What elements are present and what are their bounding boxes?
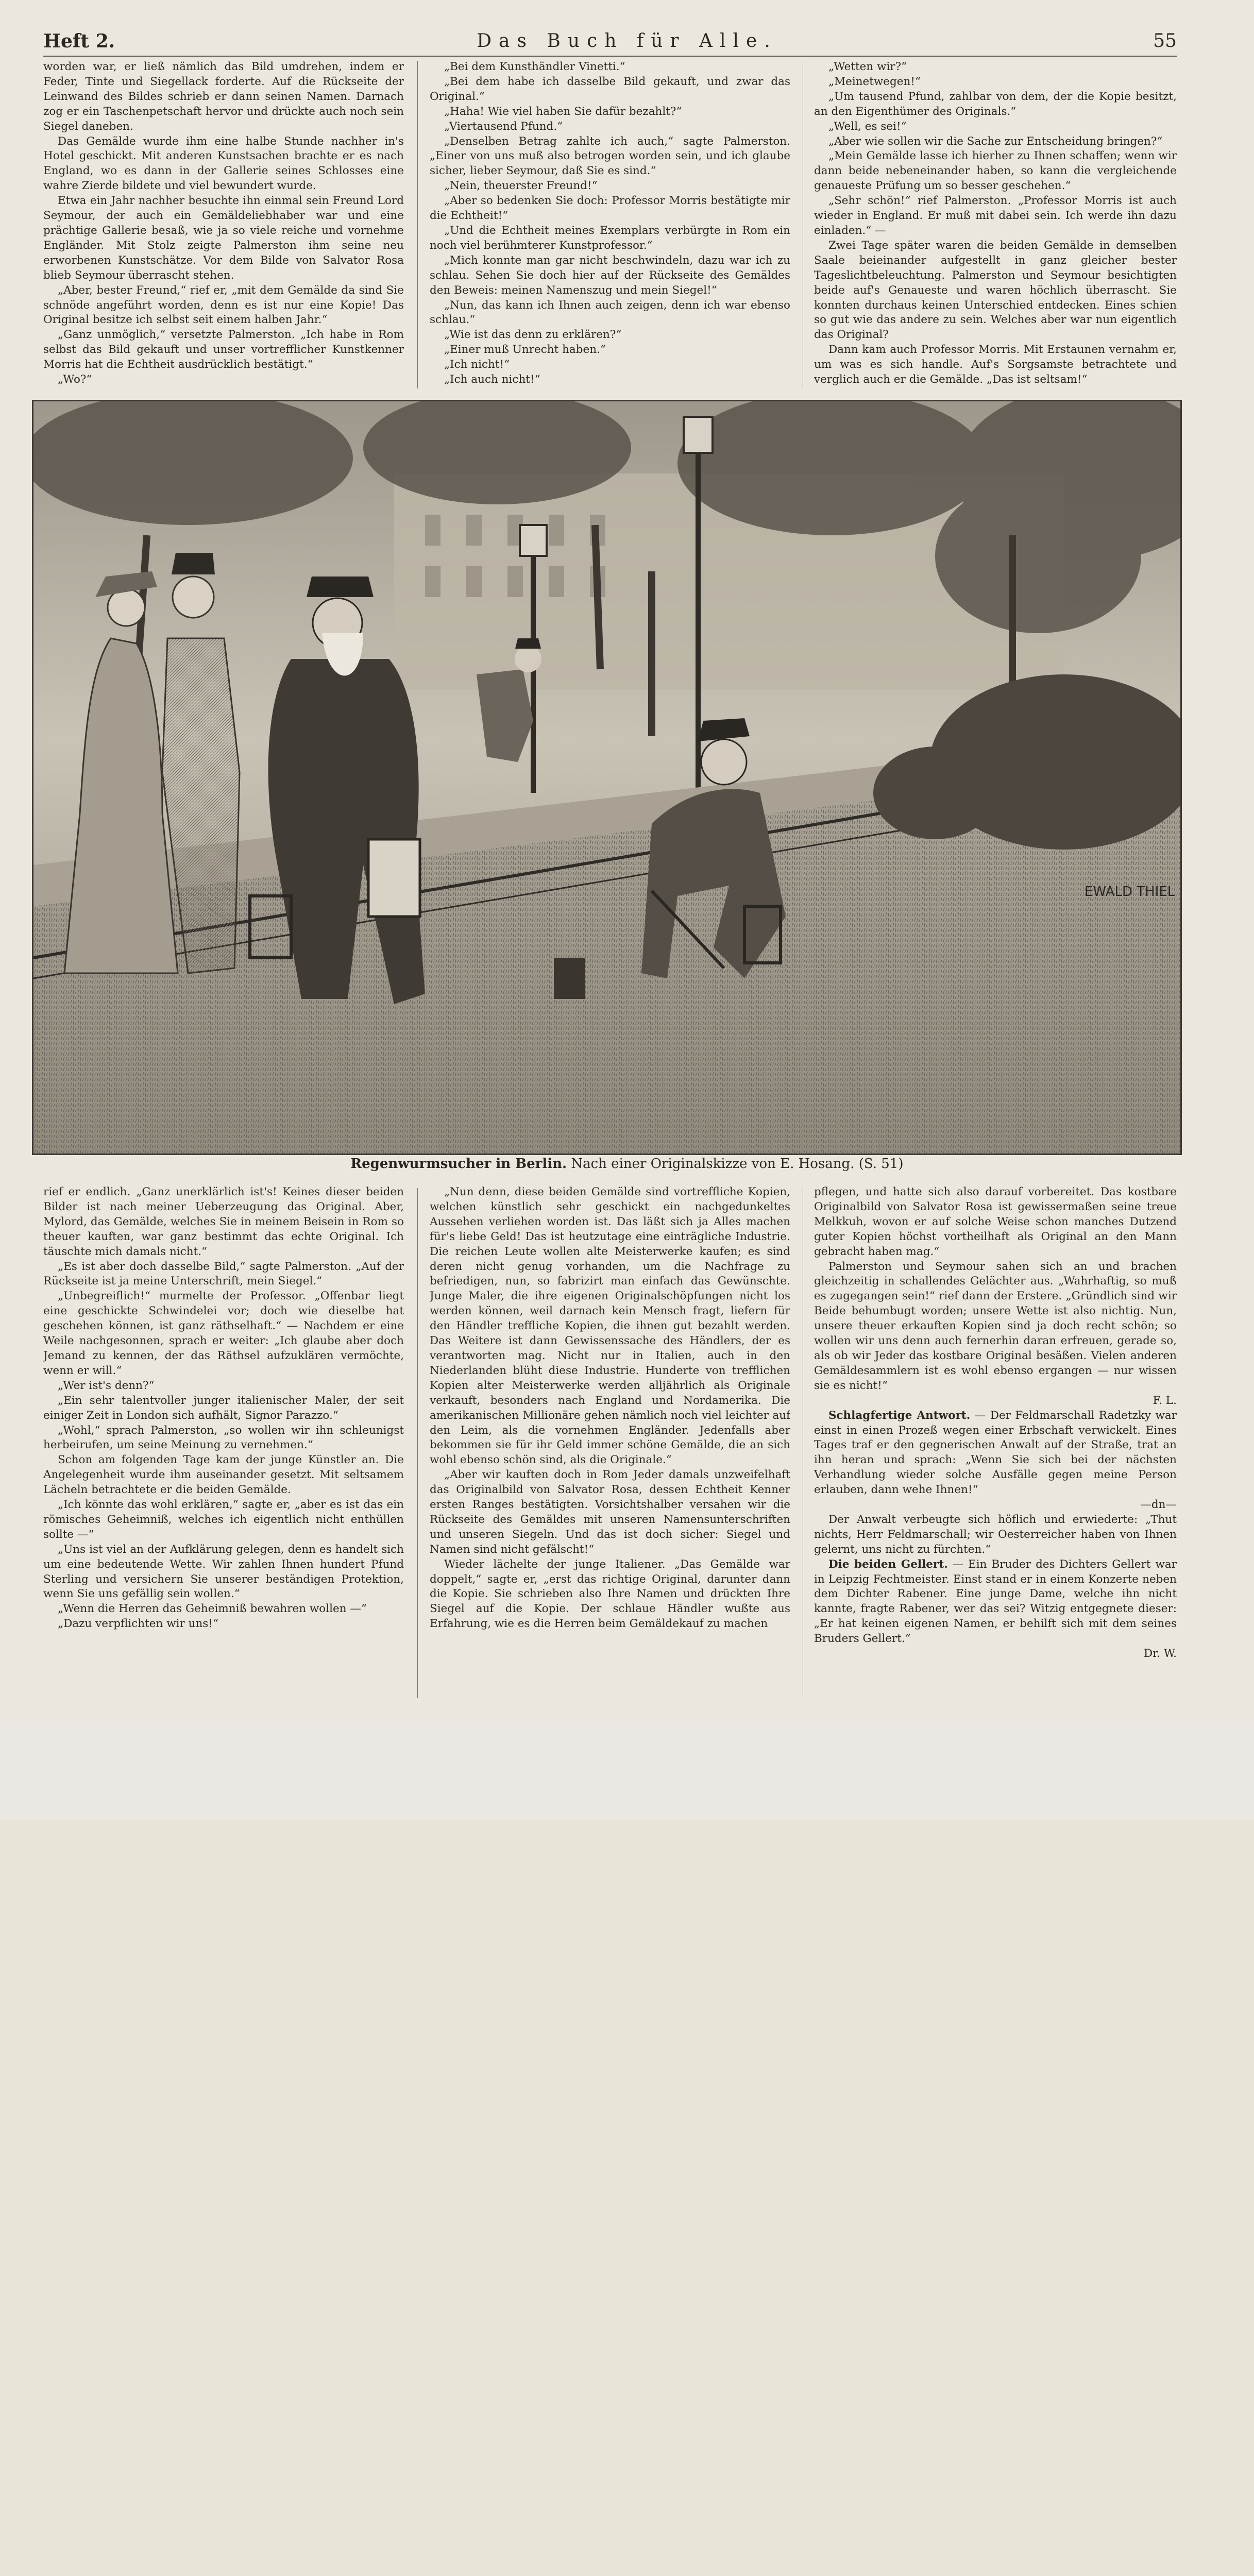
text-paragraph: [430, 60, 790, 75]
bottom-column-1: [43, 1185, 404, 1700]
text-paragraph: [430, 358, 790, 372]
text-paragraph: [814, 134, 1177, 149]
paragraph-text: „Wie ist das denn zu erklären?“: [444, 328, 622, 342]
top-column-1: [43, 60, 404, 389]
column-divider: [417, 61, 418, 388]
paragraph-text: „Viertausend Pfund.“: [444, 120, 563, 133]
bottom-column-3: [814, 1185, 1177, 1700]
text-paragraph: [814, 239, 1177, 343]
paragraph-heading: Die beiden Gellert.: [828, 1557, 948, 1571]
artist-signature: EWALD THIEL: [1084, 884, 1175, 900]
text-paragraph: [43, 1498, 404, 1543]
text-paragraph: [43, 1185, 404, 1260]
caption-credit: Nach einer Originalskizze von E. Hosang. (S. 51): [567, 1156, 904, 1172]
paragraph-text: „Um tausend Pfund, zahlbar von dem, der die Kopie besitzt, an den Eigenthümer des Originals.“: [814, 90, 1177, 118]
paragraph-heading: Schlagfertige Antwort.: [828, 1409, 971, 1422]
paragraph-text: „Meinetwegen!“: [828, 75, 921, 88]
text-paragraph: [43, 194, 404, 283]
text-paragraph: [43, 1453, 404, 1498]
author-signature: F. L.: [1153, 1394, 1177, 1407]
paragraph-text: „Einer muß Unrecht haben.“: [444, 343, 606, 357]
column-divider: [417, 1188, 418, 1698]
text-paragraph: [43, 1394, 404, 1423]
paragraph-text: „Es ist aber doch dasselbe Bild,“ sagte Palmerston. „Auf der Rückseite ist ja meine Unterschrift, mein Siegel.“: [43, 1260, 404, 1288]
paragraph-text: „Haha! Wie viel haben Sie dafür bezahlt?“: [444, 105, 682, 118]
paragraph-text: „Wer ist's denn?“: [57, 1379, 155, 1392]
paragraph-text: „Ein sehr talentvoller junger italienischer Maler, der seit einiger Zeit in London sich aufhält, Signor Parazzo.“: [43, 1394, 404, 1422]
paragraph-text: „Sehr schön!“ rief Palmerston. „Professor Morris ist auch wieder in England. Er muß mit dabei sein. Ich werde ihn dazu einladen.“ —: [814, 194, 1177, 237]
paragraph-text: „Mein Gemälde lasse ich hierher zu Ihnen schaffen; wenn wir dann beide nebeneinander haben, so kann die vergleichende genaueste Prüfung um so besser geschehen.“: [814, 149, 1177, 193]
paragraph-text: Das Gemälde wurde ihm eine halbe Stunde nachher in's Hotel geschickt. Mit anderen Kunstsachen brachte er es nach England, wo es dann in der Gallerie seines Schlosses eine wahre Zierde bildete und viel bewundert wurde.: [43, 134, 404, 193]
paragraph-text: „Ich auch nicht!“: [444, 373, 540, 386]
paragraph-text: „Wenn die Herren das Geheimniß bewahren wollen —“: [57, 1602, 367, 1616]
text-paragraph: [43, 1289, 404, 1378]
paragraph-text: „Mich konnte man gar nicht beschwindeln, dazu war ich zu schlau. Sehen Sie doch hier auf der Rückseite des Gemäldes den Beweis: meinen Namenszug und mein Siegel!“: [430, 253, 790, 297]
text-paragraph: [43, 283, 404, 328]
paragraph-text: „Uns ist viel an der Aufklärung gelegen, denn es handelt sich um eine bedeutende Wette. Wir zahlen Ihnen hundert Pfund Sterling und versichern Sie unserer beständigen Protektion, wenn Sie uns gefällig sein wollen.“: [43, 1543, 404, 1601]
text-paragraph: [814, 1185, 1177, 1260]
paragraph-text: „Unbegreiflich!“ murmelte der Professor. „Offenbar liegt eine geschickte Schwindelei vor; doch wie dieselbe hat geschehen können, ist ganz räthselhaft.“ — Nachdem er eine Weile nachgesonnen, sprach er weiter: „Ich glaube aber doch Jemand zu kennen, der das Räthsel aufzuklären vermöchte, wenn er will.“: [43, 1290, 404, 1377]
caption-title: Regenwurmsucher in Berlin.: [350, 1156, 567, 1172]
paragraph-text: rief er endlich. „Ganz unerklärlich ist's! Keines dieser beiden Bilder ist nach meiner Ueberzeugung das Original. Aber, Mylord, das Gemälde, welches Sie in meinem Beisein in Rom so theuer kauften, war ganz bestimmt das echte Original. Ich täuschte mich damals nicht.“: [43, 1185, 404, 1258]
paragraph-text: „Aber, bester Freund,“ rief er, „mit dem Gemälde da sind Sie schnöde angeführt worden, denn es ist nur eine Kopie! Das Original besitze ich selbst seit einem halben Jahr.“: [43, 283, 404, 327]
paragraph-text: „Ganz unmöglich,“ versetzte Palmerston. „Ich habe in Rom selbst das Bild gekauft und unser vortrefflicher Kunstkenner Morris hat die Echtheit ausdrücklich bestätigt.“: [43, 328, 404, 371]
paragraph-text: worden war, er ließ nämlich das Bild umdrehen, indem er Feder, Tinte und Siegellack forderte. Auf die Rückseite der Leinwand des Bildes schrieb er dann seinen Namen. Darnach zog er ein Taschenpetschaft hervor und drückte auch noch sein Siegel daneben.: [43, 60, 404, 133]
text-paragraph: [814, 60, 1177, 75]
paragraph-text: — Der Feldmarschall Radetzky war einst in einen Prozeß wegen einer Erbschaft verwickelt. Eines Tages traf er den gegnerischen Anwalt auf der Straße, trat an ihn heran und sprach: „Wenn Sie sich bei der nächsten Verhandlung wieder solche Ausfälle gegen meine Person erlauben, dann wehe Ihnen!“: [814, 1409, 1177, 1497]
paragraph-text: „Und die Echtheit meines Exemplars verbürgte in Rom ein noch viel berühmterer Kunstprofessor.“: [430, 224, 790, 252]
text-paragraph: [814, 1394, 1177, 1409]
text-paragraph: [430, 343, 790, 358]
paragraph-text: „Wohl,“ sprach Palmerston, „so wollen wir ihn schleunigst herbeirufen, um seine Meinung zu vernehmen.“: [43, 1423, 404, 1452]
text-paragraph: [43, 134, 404, 194]
text-paragraph: [814, 194, 1177, 239]
text-paragraph: [430, 224, 790, 253]
paragraph-text: „Aber so bedenken Sie doch: Professor Morris bestätigte mir die Echtheit!“: [430, 194, 790, 223]
paragraph-text: „Wo?“: [57, 373, 92, 386]
paragraph-text: „Dazu verpflichten wir uns!“: [57, 1617, 218, 1631]
text-paragraph: [43, 1602, 404, 1617]
author-signature: —dn—: [1140, 1498, 1177, 1512]
text-paragraph: [430, 120, 790, 134]
text-paragraph: [430, 1468, 790, 1557]
text-paragraph: [43, 1423, 404, 1453]
paragraph-text: Zwei Tage später waren die beiden Gemälde in demselben Saale beieinander aufgestellt in ganz gleicher bester Tageslichtbeleuchtung. Palmerston und Seymour besichtigten beide auf's Genaueste und waren höchlich überrascht. Sie konnten durchaus keinen Unterschied entdecken. Eines schien so gut wie das andere zu sein. Welches aber war nun eigentlich das Original?: [814, 239, 1177, 342]
paragraph-text: „Denselben Betrag zahlte ich auch,“ sagte Palmerston. „Einer von uns muß also betrogen worden sein, und ich glaube sicher, lieber Seymour, daß Sie es sind.“: [430, 134, 790, 178]
paragraph-text: Palmerston und Seymour sahen sich an und brachen gleichzeitig in schallendes Gelächter aus. „Wahrhaftig, so muß es zugegangen sein!“ rief dann der Erstere. „Gründlich sind wir Beide behumbugt worden; unsere Wette ist also nichtig. Nun, unsere theuer erkauften Kopien sind ja doch recht schön; so wollen wir uns denn auch fernerhin daran erfreuen, gerade so, als ob wir Jeder das kostbare Original besäßen. Vielen anderen Gemäldesammlern ist es wohl ebenso ergangen — nur wissen sie es nicht!“: [814, 1260, 1177, 1392]
text-paragraph: [43, 328, 404, 372]
text-paragraph: [43, 1543, 404, 1602]
viewer-footer: [0, 1721, 1254, 1820]
author-signature: Dr. W.: [1144, 1647, 1177, 1660]
paragraph-text: Wieder lächelte der junge Italiener. „Das Gemälde war doppelt,“ sagte er, „erst das richtige Original, darunter dann die Kopie. Sie schrieben also Ihre Namen und drückten Ihre Siegel auf die Kopie. Der schlaue Händler wußte aus Erfahrung, wie es die Herren beim Gemäldekauf zu machen: [430, 1557, 790, 1631]
text-paragraph: [814, 343, 1177, 387]
text-paragraph: [43, 1617, 404, 1632]
paragraph-text: Dann kam auch Professor Morris. Mit Erstaunen vernahm er, um was es sich handle. Auf's Sorgsamste betrachtete und verglich auch er die Gemälde. „Das ist seltsam!“: [814, 343, 1177, 386]
text-paragraph: [814, 149, 1177, 194]
paragraph-text: „Nun denn, diese beiden Gemälde sind vortreffliche Kopien, welchen künstlich sehr geschickt ein nachgedunkeltes Aussehen verliehen worden ist. Das läßt sich ja Alles machen für's liebe Geld! Das ist heutzutage eine einträgliche Industrie. Die reichen Leute wollen alte Meisterwerke kaufen; es sind deren nicht genug vorhanden, um die Nachfrage zu befriedigen, nun, so fabrizirt man einfach das Gewünschte. Junge Maler, die ihre eigenen Originalschöpfungen nicht los werden können, weil darnach kein Mensch fragt, liefern für den Händler treffliche Kopien, die ihnen gut bezahlt werden. Das Weitere ist dann Gewissenssache des Händlers, der es verantworten mag. Nicht nur in Italien, auch in den Niederlanden blüht diese Industrie. Hunderte von trefflichen Kopien alter Meisterwerke werden alljährlich als Originale verkauft, besonders nach England und Nordamerika. Die amerikanischen Millionäre gehen nämlich noch viel leichter auf den Leim, als die vornehmen Engländer. Jedenfalls aber bekommen sie für ihr Geld immer schöne Gemälde, die an sich wohl ebenso schön sind, als die Originale.“: [430, 1185, 790, 1467]
text-paragraph: [430, 1557, 790, 1632]
top-column-2: [430, 60, 790, 389]
text-paragraph: [43, 60, 404, 134]
text-paragraph: [814, 1409, 1177, 1498]
text-paragraph: [430, 372, 790, 387]
paragraph-text: „Bei dem habe ich dasselbe Bild gekauft, und zwar das Original.“: [430, 75, 790, 103]
paragraph-text: „Nein, theuerster Freund!“: [444, 179, 598, 193]
text-paragraph: [814, 1513, 1177, 1557]
paragraph-text: — Ein Bruder des Dichters Gellert war in Leipzig Fechtmeister. Einst stand er in einem Konzerte neben dem Dichter Rabener. Eine junge Dame, welche ihn nicht kannte, fragte Rabener, wer das sei? Witzig entgegnete dieser: „Er hat keinen eigenen Namen, er behilft sich mit dem seines Bruders Gellert.“: [814, 1557, 1177, 1646]
text-paragraph: [430, 105, 790, 120]
text-paragraph: [430, 75, 790, 105]
text-paragraph: [430, 298, 790, 328]
top-column-3: [814, 60, 1177, 389]
text-paragraph: [814, 75, 1177, 90]
header-rule: [43, 56, 1177, 57]
paragraph-text: „Well, es sei!“: [828, 120, 907, 133]
engraving-illustration: [32, 400, 1182, 1155]
text-paragraph: [814, 90, 1177, 120]
paragraph-text: „Wetten wir?“: [828, 60, 907, 73]
bottom-column-2: [430, 1185, 790, 1700]
text-paragraph: [814, 1647, 1177, 1662]
paragraph-text: Etwa ein Jahr nachher besuchte ihn einmal sein Freund Lord Seymour, der auch ein Gemäldeliebhaber war und eine prächtige Gallerie besaß, wie ja so viele reiche und vornehme Engländer. Mit Stolz zeigte Palmerston ihm seine neu erworbenen Kunstschätze. Vor dem Bilde von Salvator Rosa blieb Seymour überrascht stehen.: [43, 194, 404, 282]
text-paragraph: [43, 372, 404, 387]
text-paragraph: [814, 1557, 1177, 1647]
text-paragraph: [430, 328, 790, 343]
paragraph-text: „Aber wir kauften doch in Rom Jeder damals unzweifelhaft das Originalbild von Salvator Rosa, dessen Echtheit Kenner ersten Ranges bestätigten. Vorsichtshalber versahen wir die Rückseite des Gemäldes mit unseren Namensunterschriften und unseren Siegeln. Und das ist doch sicher: Siegel und Namen sind nicht gefälscht!“: [430, 1468, 790, 1556]
paragraph-text: „Aber wie sollen wir die Sache zur Entscheidung bringen?“: [828, 134, 1163, 148]
paragraph-text: Der Anwalt verbeugte sich höflich und erwiederte: „Thut nichts, Herr Feldmarschall; wir Oesterreicher haben von Ihnen gelernt, uns nicht zu fürchten.“: [814, 1513, 1177, 1556]
paragraph-text: „Ich könnte das wohl erklären,“ sagte er, „aber es ist das ein römisches Geheimniß, welches ich eigentlich nicht enthüllen sollte —“: [43, 1498, 404, 1541]
paragraph-text: pflegen, und hatte sich also darauf vorbereitet. Das kostbare Originalbild von Salvator Rosa ist gewissermaßen seine treue Melkkuh, wovon er auf solche Weise schon manches Dutzend guter Kopien höchst vortheilhaft als Original an den Mann gebracht haben mag.“: [814, 1185, 1177, 1258]
issue-label: Heft 2.: [43, 30, 115, 52]
text-paragraph: [430, 179, 790, 194]
paragraph-text: „Bei dem Kunsthändler Vinetti.“: [444, 60, 625, 73]
paragraph-text: „Nun, das kann ich Ihnen auch zeigen, denn ich war ebenso schlau.“: [430, 298, 790, 327]
text-paragraph: [814, 1498, 1177, 1513]
paragraph-text: Schon am folgenden Tage kam der junge Künstler an. Die Angelegenheit wurde ihm auseinander gesetzt. Mit seltsamem Lächeln betrachtete er die beiden Gemälde.: [43, 1453, 404, 1497]
text-paragraph: [43, 1260, 404, 1290]
text-paragraph: [430, 1185, 790, 1468]
text-paragraph: [430, 134, 790, 179]
text-paragraph: [814, 1260, 1177, 1394]
figure-caption: [0, 1156, 1254, 1172]
journal-title: Das Buch für Alle.: [477, 30, 777, 52]
page-number: 55: [1153, 30, 1177, 52]
text-paragraph: [430, 253, 790, 298]
text-paragraph: [430, 194, 790, 224]
paragraph-text: „Ich nicht!“: [444, 358, 510, 371]
text-paragraph: [814, 120, 1177, 134]
text-paragraph: [43, 1379, 404, 1394]
